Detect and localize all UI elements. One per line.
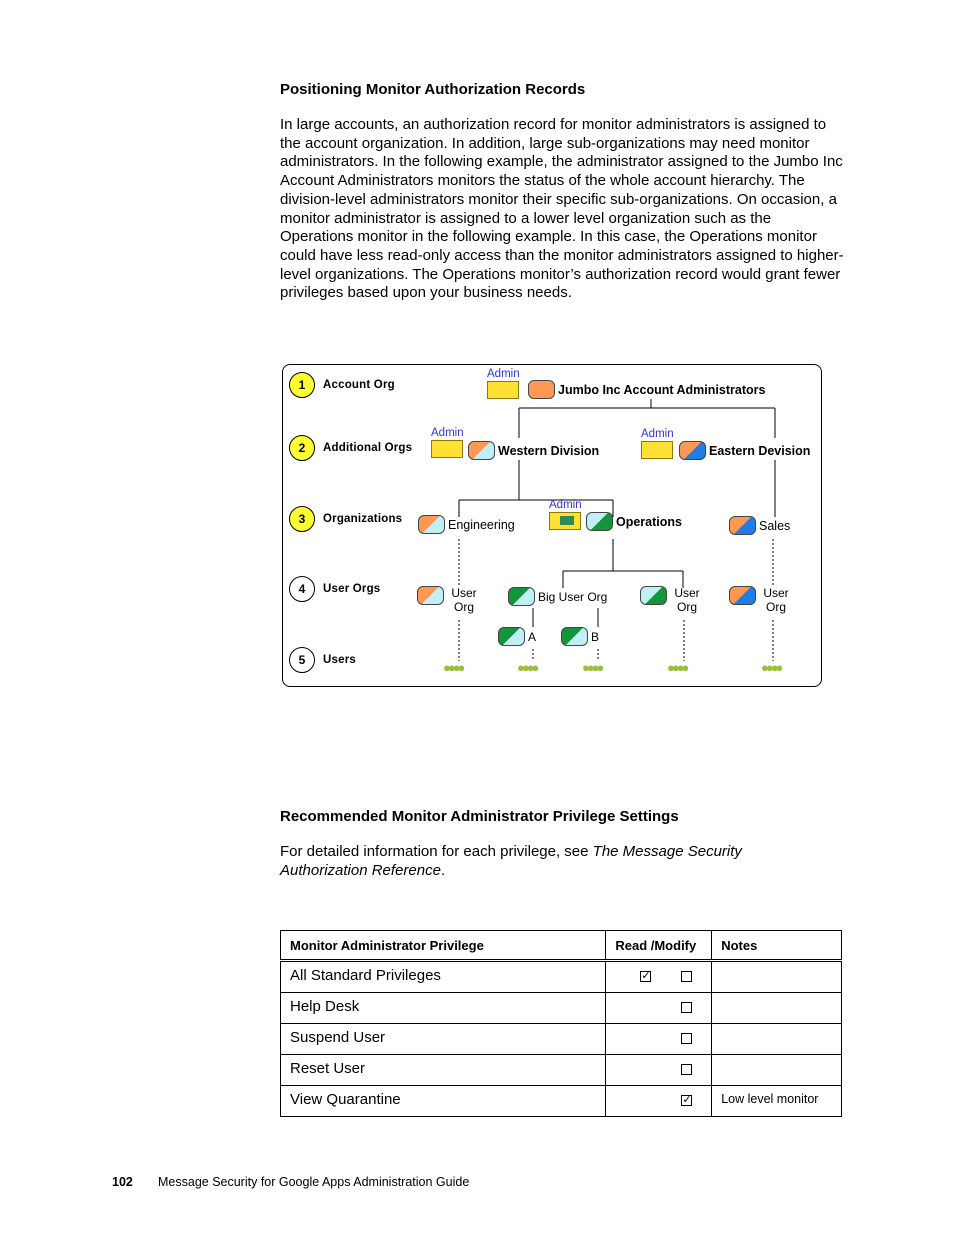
level-number-4: 4	[289, 576, 315, 602]
node-account-label: Jumbo Inc Account Administrators	[558, 382, 766, 397]
org-icon	[418, 515, 445, 534]
users-group-icon: ●●●●	[517, 660, 537, 675]
org-icon	[679, 441, 706, 460]
level-label-4: User Orgs	[323, 583, 381, 595]
org-icon	[528, 380, 555, 399]
org-icon	[729, 586, 756, 605]
node-b	[561, 627, 599, 646]
level-1	[289, 372, 395, 398]
modify-checkbox[interactable]	[681, 971, 692, 982]
level-label-5: Users	[323, 654, 356, 666]
privilege-cell	[281, 1055, 606, 1086]
level-2	[289, 435, 412, 461]
level-number-5: 5	[289, 647, 315, 673]
node-operations-label: Operations	[616, 514, 682, 529]
table-header-row	[281, 931, 842, 961]
node-eastern-label: Eastern Devision	[709, 443, 811, 458]
notes-cell	[712, 993, 842, 1024]
header-privilege: Monitor Administrator Privilege	[281, 931, 606, 961]
admin-label: Admin	[641, 428, 674, 440]
node-sales	[729, 516, 790, 535]
footer-title: Message Security for Google Apps Administration Guide	[158, 1175, 470, 1189]
node-engineering-label: Engineering	[448, 517, 515, 532]
notes-cell	[712, 1086, 842, 1117]
level-4	[289, 576, 380, 602]
node-account	[528, 380, 765, 399]
org-icon	[561, 627, 588, 646]
users-group-icon: ●●●●	[582, 660, 602, 675]
node-big-user-org-label: Big User Org	[538, 589, 608, 604]
node-sales-label: Sales	[759, 518, 791, 533]
org-icon	[508, 587, 535, 606]
users-group-icon: ●●●●	[761, 660, 781, 675]
header-read-modify: Read /Modify	[606, 931, 712, 961]
admin-label: Admin	[431, 427, 464, 439]
node-user-org-1-label: User Org	[451, 586, 477, 614]
notes-cell	[712, 1055, 842, 1086]
org-hierarchy-diagram	[282, 364, 822, 687]
modify-checkbox[interactable]	[681, 1002, 692, 1013]
read-modify-cell	[606, 961, 712, 993]
notes-text: Low level monitor	[721, 1092, 819, 1106]
modify-checkbox[interactable]	[681, 1033, 692, 1044]
node-a	[498, 627, 536, 646]
admin-icon	[549, 512, 581, 530]
node-operations	[586, 512, 682, 531]
notes-cell	[712, 961, 842, 993]
page-number: 102	[112, 1175, 133, 1189]
reference-title: The Message Security Authorization Reference	[280, 843, 742, 879]
admin-badge-account	[487, 368, 521, 402]
privilege-name: View Quarantine	[290, 1091, 401, 1108]
admin-icon	[641, 441, 673, 459]
org-icon	[468, 441, 495, 460]
org-icon	[586, 512, 613, 531]
node-big-user-org	[508, 587, 607, 606]
level-label-1: Account Org	[323, 379, 395, 391]
notes-text	[721, 1024, 841, 1030]
level-label-3: Organizations	[323, 513, 403, 525]
level-label-2: Additional Orgs	[323, 442, 413, 454]
privilege-name: Reset User	[290, 1060, 366, 1077]
node-user-org-3	[729, 586, 793, 614]
org-icon	[729, 516, 756, 535]
users-group-icon: ●●●●	[667, 660, 687, 675]
read-modify-cell	[606, 1086, 712, 1117]
modify-checkbox[interactable]: ✓	[682, 1094, 692, 1106]
node-western-label: Western Division	[498, 443, 600, 458]
privilege-cell	[281, 1086, 606, 1117]
node-user-org-1	[417, 586, 481, 614]
privilege-name: Suspend User	[290, 1029, 386, 1046]
privilege-table	[280, 930, 842, 1117]
node-western	[468, 441, 599, 460]
table-row	[281, 1055, 842, 1086]
node-b-label: B	[591, 629, 600, 644]
node-eastern	[679, 441, 810, 460]
table-row	[281, 1024, 842, 1055]
table-row	[281, 993, 842, 1024]
org-icon	[640, 586, 667, 605]
admin-icon	[431, 440, 463, 458]
admin-label: Admin	[549, 499, 582, 511]
read-modify-cell	[606, 1055, 712, 1086]
level-number-2: 2	[289, 435, 315, 461]
read-modify-cell	[606, 993, 712, 1024]
notes-text	[721, 962, 841, 968]
org-icon	[417, 586, 444, 605]
privilege-cell	[281, 961, 606, 993]
section-title-recommended: Recommended Monitor Administrator Privilege Settings	[280, 808, 679, 825]
node-user-org-2	[640, 586, 704, 614]
level-number-1: 1	[289, 372, 315, 398]
table-row	[281, 1086, 842, 1117]
paragraph-suffix: .	[440, 861, 446, 879]
privilege-cell	[281, 1024, 606, 1055]
read-modify-cell	[606, 1024, 712, 1055]
admin-label: Admin	[487, 368, 520, 380]
notes-text	[721, 1055, 841, 1061]
admin-icon	[487, 381, 519, 399]
table-row	[281, 961, 842, 993]
admin-badge-western	[431, 427, 465, 461]
section-title-positioning: Positioning Monitor Authorization Records	[280, 81, 586, 98]
level-3	[289, 506, 402, 532]
node-user-org-3-label: User Org	[763, 586, 789, 614]
privilege-name: Help Desk	[290, 998, 360, 1015]
admin-badge-operations	[549, 499, 583, 533]
org-icon	[498, 627, 525, 646]
modify-checkbox[interactable]	[681, 1064, 692, 1075]
node-engineering	[418, 515, 515, 534]
paragraph-prefix: For detailed information for each privilege, see	[280, 843, 593, 860]
level-number-3: 3	[289, 506, 315, 532]
recommended-paragraph	[280, 843, 780, 880]
privilege-cell	[281, 993, 606, 1024]
notes-cell	[712, 1024, 842, 1055]
read-checkbox[interactable]: ✓	[641, 970, 651, 982]
level-5	[289, 647, 356, 673]
privilege-name: All Standard Privileges	[290, 967, 441, 984]
node-user-org-2-label: User Org	[674, 586, 700, 614]
node-a-label: A	[528, 629, 537, 644]
admin-badge-eastern	[641, 428, 675, 462]
users-group-icon: ●●●●	[443, 660, 463, 675]
header-notes: Notes	[712, 931, 842, 961]
notes-text	[721, 993, 841, 999]
positioning-paragraph: In large accounts, an authorization record for monitor administrators is assigned to the account organization. In addition, large sub-organizations may need monitor administrators. In the following example, the administrator assigned to the Jumbo Inc Account Administrators monitors the status of the whole account hierarchy. The division-level administrators monitor their specific sub-organizations. On occasion, a monitor administrator is assigned to a lower level organization such as the Operations monitor in the following example. In this case, the Operations monitor could have less read-only access than the monitor administrators assigned to higher-level organizations. The Operations monitor’s authorization record would grant fewer privileges based upon your business needs.	[280, 116, 844, 302]
